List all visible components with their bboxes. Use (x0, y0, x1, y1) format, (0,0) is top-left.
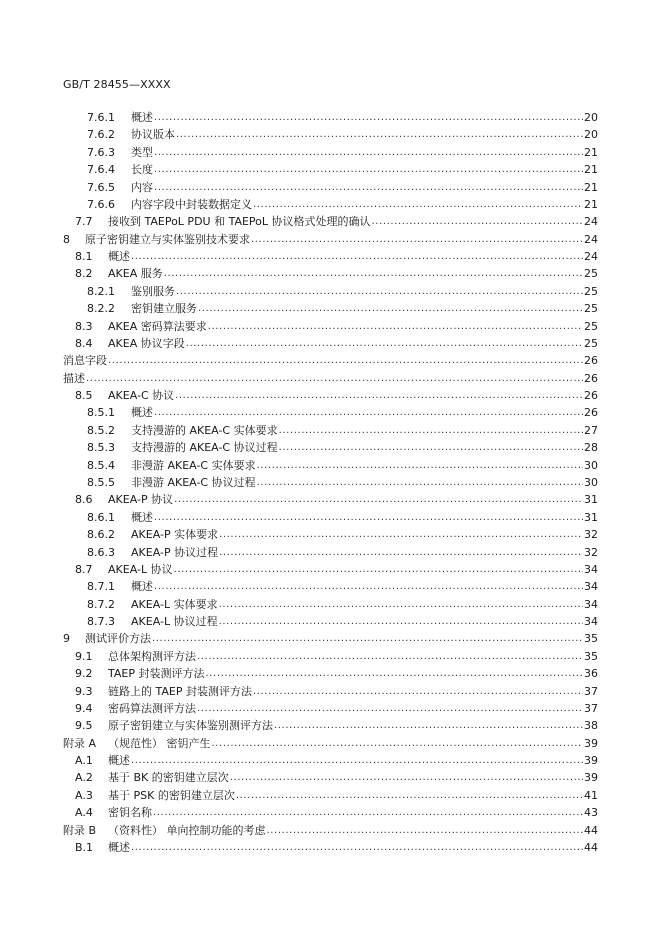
dot-leader (153, 804, 583, 821)
toc-entry[interactable] (63, 735, 598, 752)
toc-entry-number: 8.5 (75, 389, 93, 403)
toc-entry-page-number: 37 (584, 701, 598, 715)
toc-entry-page-number: 36 (584, 667, 598, 681)
toc-entry-title: AKEA 密码算法要求 (108, 319, 207, 333)
toc-entry-page-number: 26 (584, 389, 598, 403)
toc-entry[interactable] (75, 248, 598, 265)
toc-entry-page-number: 24 (584, 215, 598, 229)
dot-leader (154, 109, 583, 126)
toc-entry-page-number: 39 (584, 736, 598, 750)
toc-entry-title: AKEA 协议字段 (108, 336, 185, 350)
toc-entry[interactable] (75, 561, 598, 578)
toc-entry-page-number: 25 (584, 267, 598, 281)
dot-leader (108, 352, 583, 369)
toc-entry[interactable] (75, 335, 598, 352)
dot-leader (208, 318, 583, 335)
toc-entry-number: 8.2.1 (87, 284, 115, 298)
toc-entry-page-number: 44 (584, 840, 598, 854)
toc-entry[interactable] (75, 265, 598, 282)
toc-entry[interactable] (75, 387, 598, 404)
dot-leader (251, 231, 583, 248)
toc-entry-title: AKEA-L 实体要求 (131, 597, 218, 611)
toc-entry-page-number: 20 (584, 111, 598, 124)
toc-entry-title: 消息字段 (63, 354, 107, 368)
toc-entry-page-number: 25 (584, 336, 598, 350)
dot-leader (197, 648, 583, 665)
toc-entry-title: 概述 (108, 840, 130, 854)
toc-entry-number: 9.3 (75, 684, 93, 698)
toc-entry-title: TAEP 封装测评方法 (108, 667, 205, 681)
toc-entry[interactable] (87, 526, 598, 543)
toc-entry-title: 描述 (63, 371, 85, 385)
toc-entry[interactable] (87, 179, 598, 196)
toc-entry-page-number: 39 (584, 754, 598, 768)
toc-entry[interactable] (87, 457, 598, 474)
toc-entry-title: AKEA 服务 (108, 267, 163, 281)
document-header: GB/T 28455—XXXX (63, 78, 171, 91)
toc-entry[interactable] (63, 231, 598, 248)
dot-leader (219, 596, 583, 613)
toc-entry-number: 8.5.3 (87, 441, 115, 455)
toc-entry-title: 概述 (131, 510, 153, 524)
toc-entry-page-number: 39 (584, 771, 598, 785)
toc-entry-title: 概述 (131, 580, 153, 594)
toc-entry-number: 7.6.6 (87, 197, 115, 211)
toc-entry-number: 7.6.4 (87, 163, 115, 177)
toc-entry[interactable] (63, 370, 598, 387)
dot-leader (236, 787, 583, 804)
toc-entry[interactable] (87, 144, 598, 161)
dot-leader (174, 491, 583, 508)
toc-entry-number: A.4 (75, 806, 93, 820)
toc-entry-page-number: 44 (584, 823, 598, 837)
toc-entry-page-number: 35 (584, 649, 598, 663)
toc-entry[interactable] (87, 509, 598, 526)
toc-entry-page-number: 31 (584, 510, 598, 524)
toc-entry-page-number: 43 (584, 806, 598, 820)
toc-entry-title: AKEA-L 协议 (108, 562, 173, 576)
dot-leader (230, 769, 583, 786)
toc-entry-page-number: 34 (584, 562, 598, 576)
toc-entry-number: 附录 B (63, 823, 97, 837)
toc-entry-page-number: 26 (584, 354, 598, 368)
toc-entry-number: A.3 (75, 788, 93, 802)
toc-entry-title: AKEA-C 协议 (108, 389, 175, 403)
toc-entry-title: AKEA-P 协议 (108, 493, 174, 507)
toc-entry-page-number: 30 (584, 458, 598, 472)
toc-entry-page-number: 21 (584, 163, 598, 177)
toc-entry-number: 8.5.5 (87, 475, 115, 489)
toc-entry-title: 基于 PSK 的密钥建立层次 (108, 788, 235, 802)
toc-entry-number: 9.5 (75, 719, 93, 733)
dot-leader (219, 613, 583, 630)
toc-entry-title: 类型 (131, 145, 153, 159)
toc-entry-number: 9 (63, 632, 70, 646)
toc-entry[interactable] (75, 648, 598, 665)
toc-entry-title: 基于 BK 的密钥建立层次 (108, 771, 229, 785)
toc-entry-number: 7.6.1 (87, 111, 115, 124)
toc-entry-number: 7.7 (75, 215, 93, 229)
toc-entry-page-number: 41 (584, 788, 598, 802)
toc-entry-page-number: 34 (584, 615, 598, 629)
toc-entry-number: 7.6.5 (87, 180, 115, 194)
toc-entry[interactable] (87, 596, 598, 613)
toc-entry-title: AKEA-P 实体要求 (131, 528, 219, 542)
dot-leader (257, 474, 583, 491)
toc-entry-page-number: 38 (584, 719, 598, 733)
toc-entry[interactable] (75, 491, 598, 508)
toc-entry-number: 8.1 (75, 250, 93, 264)
toc-entry[interactable] (87, 474, 598, 491)
toc-entry-title: AKEA-P 协议过程 (131, 545, 219, 559)
toc-entry-number: 8.5.4 (87, 458, 115, 472)
toc-entry[interactable] (87, 300, 598, 317)
dot-leader (205, 665, 583, 682)
dot-leader (279, 439, 583, 456)
toc-entry-title: 接收到 TAEPoL PDU 和 TAEPoL 协议格式处理的确认 (108, 215, 371, 229)
toc-entry-number: A.1 (75, 754, 93, 768)
toc-entry-page-number: 32 (584, 528, 598, 542)
toc-entry-title: 测试评价方法 (85, 632, 151, 646)
dot-leader (219, 544, 583, 561)
toc-entry[interactable] (87, 109, 598, 126)
dot-leader (131, 752, 583, 769)
toc-entry-number: 附录 A (63, 736, 97, 750)
toc-entry-number: 8.2 (75, 267, 93, 281)
toc-entry-title: AKEA-L 协议过程 (131, 615, 218, 629)
toc-entry[interactable] (87, 196, 598, 213)
toc-entry-page-number: 26 (584, 371, 598, 385)
dot-leader (212, 735, 584, 752)
dot-leader (154, 161, 583, 178)
toc-entry-page-number: 20 (584, 128, 598, 142)
toc-entry[interactable] (87, 578, 598, 595)
dot-leader (253, 683, 583, 700)
dot-leader (197, 700, 583, 717)
toc-entry-title: 链路上的 TAEP 封装测评方法 (108, 684, 252, 698)
toc-entry[interactable] (87, 404, 598, 421)
toc-entry-number: 7.6.2 (87, 128, 115, 142)
dot-leader (154, 404, 583, 421)
toc-entry-number: 9.4 (75, 701, 93, 715)
toc-entry[interactable] (87, 161, 598, 178)
dot-leader (219, 526, 583, 543)
toc-entry-title: 概述 (131, 406, 153, 420)
toc-entry-page-number: 35 (584, 632, 598, 646)
dot-leader (176, 126, 583, 143)
toc-entry-number: 8.7.1 (87, 580, 115, 594)
toc-entry-number: 8.2.2 (87, 302, 115, 316)
toc-entry-number: 8.6.1 (87, 510, 115, 524)
toc-entry-page-number: 27 (584, 423, 598, 437)
toc-entry-number: 8 (63, 232, 70, 246)
toc-entry[interactable] (75, 683, 598, 700)
dot-leader (198, 300, 583, 317)
toc-entry-number: 7.6.3 (87, 145, 115, 159)
toc-entry-number: 8.4 (75, 336, 93, 350)
toc-entry-page-number: 25 (584, 284, 598, 298)
toc-entry-page-number: 31 (584, 493, 598, 507)
dot-leader (154, 179, 583, 196)
toc-entry-number: 9.2 (75, 667, 93, 681)
toc-entry-page-number: 34 (584, 580, 598, 594)
toc-entry-title: 非漫游 AKEA-C 实体要求 (131, 458, 256, 472)
toc-entry-title: 密钥名称 (108, 806, 152, 820)
toc-entry[interactable] (75, 804, 598, 821)
toc-entry-number: 8.6.3 (87, 545, 115, 559)
toc-entry-page-number: 26 (584, 406, 598, 420)
toc-entry-page-number: 24 (584, 250, 598, 264)
toc-entry[interactable] (87, 126, 598, 143)
toc-entry[interactable] (63, 822, 598, 839)
dot-leader (175, 387, 583, 404)
toc-entry-title: 密钥建立服务 (131, 302, 197, 316)
toc-entry-number: 8.5.2 (87, 423, 115, 437)
dot-leader (274, 717, 583, 734)
dot-leader (86, 370, 583, 387)
toc-entry-page-number: 21 (584, 197, 598, 211)
toc-entry-number: 8.7.3 (87, 615, 115, 629)
toc-entry[interactable] (63, 630, 598, 647)
toc-entry-number: 8.6 (75, 493, 93, 507)
toc-entry[interactable] (87, 283, 598, 300)
toc-entry[interactable] (75, 700, 598, 717)
toc-entry-number: 9.1 (75, 649, 93, 663)
toc-entry-page-number: 21 (584, 180, 598, 194)
toc-entry-number: 8.5.1 (87, 406, 115, 420)
dot-leader (154, 144, 583, 161)
dot-leader (154, 509, 583, 526)
toc-entry[interactable] (63, 352, 598, 369)
toc-entry-title: 内容 (131, 180, 153, 194)
toc-entry-number: 8.7.2 (87, 597, 115, 611)
toc-entry-page-number: 24 (584, 232, 598, 246)
toc-entry-number: 8.7 (75, 562, 93, 576)
toc-entry[interactable] (87, 422, 598, 439)
toc-entry[interactable] (75, 717, 598, 734)
toc-entry-title: 协议版本 (131, 128, 175, 142)
dot-leader (131, 248, 583, 265)
toc-entry-page-number: 25 (584, 302, 598, 316)
dot-leader (131, 839, 583, 856)
toc-entry-page-number: 28 (584, 441, 598, 455)
toc-entry-page-number: 30 (584, 475, 598, 489)
dot-leader (267, 822, 584, 839)
toc-entry-page-number: 34 (584, 597, 598, 611)
dot-leader (164, 265, 583, 282)
toc-entry-title: （资料性） 单向控制功能的考虑 (108, 823, 266, 837)
toc-entry-title: 支持漫游的 AKEA-C 协议过程 (131, 441, 278, 455)
toc-entry[interactable] (87, 544, 598, 561)
toc-entry-number: 8.3 (75, 319, 93, 333)
toc-entry-title: 鉴别服务 (131, 284, 175, 298)
toc-entry-title: 概述 (108, 754, 130, 768)
toc-entry-title: 支持漫游的 AKEA-C 实体要求 (131, 423, 278, 437)
dot-leader (372, 213, 583, 230)
toc-entry[interactable] (75, 839, 598, 856)
dot-leader (253, 196, 583, 213)
toc-entry-title: 原子密钥建立与实体鉴别测评方法 (108, 719, 273, 733)
dot-leader (154, 578, 583, 595)
toc-entry-number: 8.6.2 (87, 528, 115, 542)
toc-entry-number: B.1 (75, 840, 94, 854)
toc-entry-page-number: 32 (584, 545, 598, 559)
dot-leader (152, 630, 583, 647)
toc-entry-title: 密码算法测评方法 (108, 701, 196, 715)
dot-leader (279, 422, 583, 439)
toc-entry[interactable] (75, 787, 598, 804)
toc-entry[interactable] (75, 665, 598, 682)
toc-entry[interactable] (87, 613, 598, 630)
toc-entry[interactable] (75, 752, 598, 769)
toc-entry-title: 总体架构测评方法 (108, 649, 196, 663)
toc-entry-page-number: 25 (584, 319, 598, 333)
toc-entry-title: 非漫游 AKEA-C 协议过程 (131, 475, 256, 489)
toc-entry[interactable] (75, 769, 598, 786)
dot-leader (186, 335, 583, 352)
toc-entry-title: 概述 (131, 111, 153, 124)
toc-entry-page-number: 37 (584, 684, 598, 698)
toc-entry-title: 概述 (108, 250, 130, 264)
toc-entry-page-number: 21 (584, 145, 598, 159)
toc-entry[interactable] (75, 318, 598, 335)
dot-leader (174, 561, 583, 578)
toc-entry-title: 原子密钥建立与实体鉴别技术要求 (85, 232, 250, 246)
toc-entry[interactable] (75, 213, 598, 230)
toc-entry-title: 长度 (131, 163, 153, 177)
toc-entry-title: （规范性） 密钥产生 (108, 736, 211, 750)
dot-leader (257, 457, 583, 474)
toc-entry[interactable] (87, 439, 598, 456)
dot-leader (176, 283, 583, 300)
toc-entry-title: 内容字段中封装数据定义 (131, 197, 252, 211)
toc-entry-number: A.2 (75, 771, 93, 785)
